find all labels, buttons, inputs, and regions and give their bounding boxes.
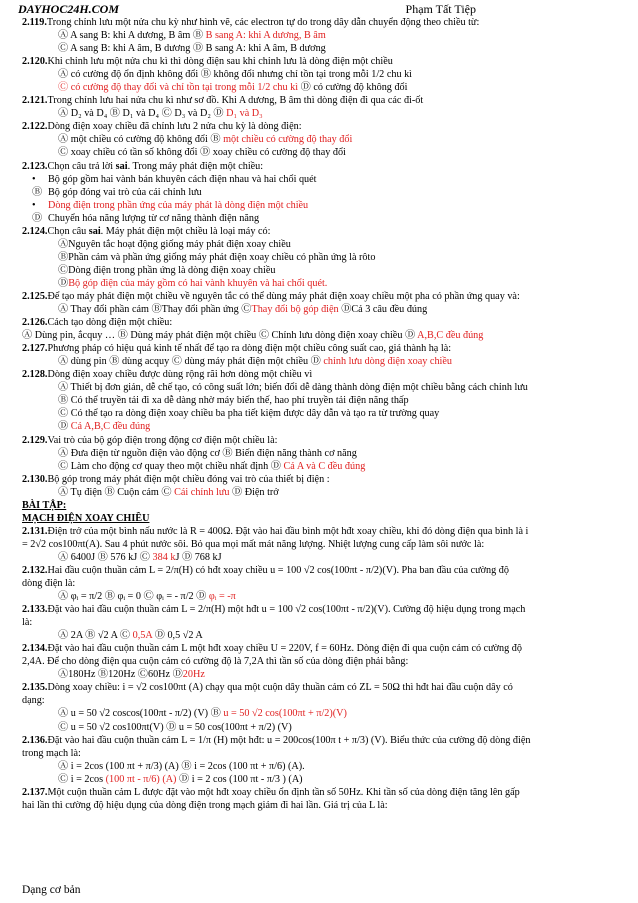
text-run: . Trong máy phát điện một chiều:	[127, 160, 264, 172]
text-run: ⒶNguyên tắc hoạt động giống máy phát điện xoay chiều	[58, 238, 291, 250]
text-line	[22, 734, 616, 747]
text-line	[22, 381, 616, 394]
text-run: Ⓒ i = 2cos	[58, 773, 106, 785]
page-footer: Dạng cơ bản	[22, 884, 81, 896]
text-run: J Ⓓ 768 kJ	[175, 551, 222, 563]
text-line	[22, 290, 616, 303]
text-run: 2.134.	[22, 643, 48, 655]
text-run: . Máy phát điện một chiều là loại máy có:	[100, 225, 271, 237]
text-line	[22, 681, 616, 694]
highlighted-answer: u = 50 √2 cos(100πt + π/2)(V)	[223, 708, 347, 720]
text-run: 2.131.	[22, 525, 48, 537]
text-run: BÀI TẬP:	[22, 499, 67, 511]
text-run: Ⓐ có cường độ ổn định không đổi Ⓑ không đổi nhưng chỉ tồn tại trong mỗi 1/2 chu kì	[58, 69, 413, 81]
text-run: Ⓐ Thiết bị đơn giản, dễ chế tạo, có công suất lớn; biến đổi dễ dàng thành dòng điện một chiều bằng cách chỉnh lưu	[58, 382, 528, 394]
text-run: trong mạch là:	[22, 747, 81, 759]
text-line	[22, 133, 616, 146]
text-run: 2.137.	[22, 786, 48, 798]
text-run: Đặt vào hai đầu cuộn thuần cảm L = 2/π(H) một hđt u = 100 √2 cos(100πt - π/2)(V). Cường độ hiệu dụng trong mạch	[47, 604, 526, 616]
text-line	[22, 342, 616, 355]
text-run: Trong chỉnh lưu một nửa chu kỳ như hình vẽ, các electron tự do trong dây dẫn chuyển động theo chiều từ:	[46, 17, 480, 28]
text-run: 2.121.	[22, 95, 48, 107]
text-run: 2.124.	[22, 225, 48, 237]
text-run: sai	[88, 225, 101, 237]
text-run: 2.123.	[22, 160, 48, 172]
text-run: 2.128.	[22, 369, 48, 381]
text-line	[22, 81, 616, 94]
text-line	[22, 68, 616, 81]
text-run: Ⓒ A sang B: khi A âm, B dương Ⓓ B sang A: khi A âm, B dương	[58, 43, 326, 55]
text-line	[22, 368, 616, 381]
text-line	[22, 642, 616, 655]
text-line	[22, 616, 616, 629]
bullet-marker: Ⓓ	[32, 212, 43, 224]
highlighted-answer: Thay đổi bộ góp điện	[251, 304, 339, 316]
highlighted-answer: Ⓒ có cường độ thay đổi và chỉ tồn tại trong mỗi 1/2 chu kì	[58, 82, 299, 94]
text-run: Ⓓ	[58, 421, 71, 433]
text-line	[22, 694, 616, 707]
text-line	[22, 629, 616, 642]
text-run: = 2√2 cos100πt(A). Sau 4 phút nước sôi. Bỏ qua mọi mất mát năng lượng. Nhiệt lượng cung cấp làm sôi nước là:	[22, 538, 485, 550]
text-run: 2.129.	[22, 434, 48, 446]
text-run: Ⓓ 0,5 √2 A	[152, 630, 203, 642]
text-run: 2,4A. Để cho dòng điện qua cuộn cảm có cường độ là 7,2A thì tần số của dòng điện phải bằng:	[22, 656, 409, 668]
text-run: Chuyển hóa năng lượng từ cơ năng thành điện năng	[48, 212, 260, 224]
text-line	[22, 420, 616, 433]
text-run: Chọn câu	[47, 225, 89, 237]
text-run: ⒹCả 3 câu đều đúng	[338, 304, 428, 316]
text-run: Dòng điện xoay chiều được dùng rộng rãi hơn dòng một chiều vì	[47, 369, 313, 381]
text-line	[22, 199, 616, 212]
text-run: 2.132.	[22, 564, 48, 576]
highlighted-answer: Cả A và C đều đúng	[283, 460, 366, 472]
text-run: Trong chỉnh lưu hai nửa chu kì như sơ đồ. Khi A dương, B âm thì dòng điện đi qua các đi-ốt	[47, 95, 424, 107]
text-line	[22, 186, 616, 199]
text-run: Ⓓ Điện trở	[229, 486, 279, 498]
text-run: 2.126.	[22, 317, 48, 329]
text-run: 2.136.	[22, 734, 48, 746]
text-line	[22, 525, 616, 538]
text-line	[22, 264, 616, 277]
text-line	[22, 329, 616, 342]
text-line	[22, 668, 616, 681]
text-line	[22, 94, 616, 107]
text-line	[22, 773, 616, 786]
text-run: Để tạo máy phát điện một chiều về nguyên tắc có thể dùng máy phát điện xoay chiều một pha có phần ứng quay và:	[47, 290, 520, 302]
text-line	[22, 564, 616, 577]
text-run: Ⓐ Đưa điện từ nguồn điện vào động cơ Ⓑ Biến điện năng thành cơ năng	[58, 447, 357, 459]
highlighted-answer: D₁ và D₃	[226, 108, 263, 120]
highlighted-answer: A,B,C đều đúng	[417, 330, 484, 342]
text-run: Đặt vào hai đầu cuộn thuần cảm L một hđt xoay chiều U = 220V, f = 60Hz. Dòng điện đi qua cuộn cảm có cường độ	[47, 643, 522, 655]
highlighted-answer: (100 πt - π/6) (A)	[105, 773, 177, 785]
text-run: Ⓐ Tụ điện Ⓑ Cuộn cảm Ⓒ	[58, 486, 175, 498]
text-run: Ⓐ Dùng pin, ắcquy … Ⓑ Dùng máy phát điện một chiều Ⓒ Chỉnh lưu dòng điện xoay chiều Ⓓ	[22, 330, 418, 342]
highlighted-answer: Bộ góp điện của máy gồm có hai vành khuyên và hai chổi quét.	[68, 277, 328, 289]
text-run: 2.120.	[22, 56, 48, 68]
highlighted-answer: φᵢ = -π	[208, 591, 236, 603]
text-line	[22, 212, 616, 225]
text-line	[22, 447, 616, 460]
text-line	[22, 42, 616, 55]
text-line	[22, 55, 616, 68]
text-line	[22, 107, 616, 120]
text-run: Ⓐ 2A Ⓑ √2 A Ⓒ	[58, 630, 133, 642]
text-line	[22, 707, 616, 720]
text-line	[22, 577, 616, 590]
text-line	[22, 603, 616, 616]
text-run: Bộ góp gồm hai vành bán khuyên cách điện nhau và hai chổi quét	[48, 173, 317, 185]
text-run: Ⓐ i = 2cos (100 πt + π/3) (A) Ⓑ i = 2cos (100 πt + π/6) (A).	[58, 760, 305, 772]
text-run: Ⓓ	[58, 277, 69, 289]
text-line	[22, 538, 616, 551]
text-run: Ⓐ A sang B: khi A dương, B âm Ⓑ	[58, 30, 206, 42]
text-line	[22, 225, 616, 238]
text-run: Ⓐ dùng pin Ⓑ dùng acquy Ⓒ dùng máy phát điện một chiều Ⓓ	[58, 356, 324, 368]
text-run: Cách tạo dòng điện một chiều:	[47, 317, 173, 329]
text-line	[22, 799, 616, 812]
text-run: Ⓒ u = 50 √2 cos100πt(V) Ⓓ u = 50 cos(100πt + π/2) (V)	[58, 721, 292, 733]
text-run: Chọn câu trả lời	[47, 160, 116, 172]
text-line	[22, 160, 616, 173]
section-heading	[22, 499, 616, 512]
text-run: Vai trò của bộ góp điện trong động cơ điện một chiều là:	[47, 434, 278, 446]
text-run: là:	[22, 617, 33, 629]
text-run: 2.130.	[22, 473, 48, 485]
text-line	[22, 251, 616, 264]
text-run: MẠCH ĐIỆN XOAY CHIỀU	[22, 512, 150, 524]
text-line	[22, 747, 616, 760]
text-run: Ⓐ 6400J Ⓑ 576 kJ Ⓒ	[58, 551, 153, 563]
page-header	[18, 2, 616, 16]
section-heading	[22, 512, 616, 525]
text-run: Một cuộn thuần cảm L được đặt vào một hđt xoay chiều ổn định tần số 50Hz. Khi tần số của dòng điện tăng lên gấp	[47, 786, 520, 798]
text-run: = 50Ω thì hđt hai đầu cuộn dây có	[371, 682, 513, 694]
text-line	[22, 277, 616, 290]
text-run: 2.127.	[22, 343, 48, 355]
text-line	[22, 486, 616, 499]
text-line	[22, 16, 616, 29]
text-run: sai	[115, 160, 128, 172]
text-run: Ⓒ Có thể tạo ra dòng điện xoay chiều ba pha tiết kiệm được dây dẫn và tạo ra từ trường quay	[58, 408, 440, 420]
text-run: Ⓒ xoay chiều có tần số không đổi Ⓓ xoay chiều có cường độ thay đổi	[58, 147, 346, 159]
text-line	[22, 238, 616, 251]
text-run: dòng điện là:	[22, 578, 76, 590]
text-run: Ⓓ có cường độ không đổi	[298, 82, 408, 94]
text-run: Khi chỉnh lưu một nửa chu kì thì dòng điện sau khi chỉnh lưu là dòng điện một chiều	[47, 56, 393, 68]
bullet-marker: •	[32, 199, 36, 211]
text-run: Dòng xoay chiều: i = √2 cos100πt (A) chạy qua một cuộn dây thuần cảm có Z	[47, 682, 366, 694]
text-run: Ⓓ i = 2 cos (100 πt - π/3 ) (A)	[176, 773, 303, 785]
text-run: Đặt vào hai đầu cuộn thuần cảm L = 1/π (H) một hđt: u = 200cos(100π t + π/3) (V). Biểu thức của cường độ dòng điện	[47, 734, 531, 746]
text-run: hai lần thì cường độ hiệu dụng của dòng điện trong mạch giảm đi hai lần. Giá trị của L là:	[22, 799, 388, 811]
text-run: Ⓒ Làm cho động cơ quay theo một chiều nhất định Ⓓ	[58, 460, 284, 472]
text-run: ⒸDòng điện trong phần ứng là dòng điện xoay chiều	[58, 264, 276, 276]
text-line	[22, 303, 616, 316]
text-run: Ⓐ φᵢ = π/2 Ⓑ φᵢ = 0 Ⓒ φᵢ = - π/2 Ⓓ	[58, 591, 209, 603]
highlighted-answer: 0,5A	[132, 630, 153, 642]
text-line	[22, 355, 616, 368]
text-run: Bộ góp đóng vai trò của cái chỉnh lưu	[48, 186, 202, 198]
text-run: L	[365, 682, 372, 694]
text-run: ⒷPhần cảm và phần ứng giống máy phát điện xoay chiều có phần ứng là rôto	[58, 251, 376, 263]
text-line	[22, 120, 616, 133]
text-run: Hai đầu cuộn thuần cảm L = 2/π(H) có hđt xoay chiều u = 100 √2 cos(100πt - π/2)(V). Pha ban đầu của cường độ	[47, 564, 509, 576]
text-line	[22, 760, 616, 773]
text-line	[22, 173, 616, 186]
text-line	[22, 721, 616, 734]
text-run: Dòng điện xoay chiều đã chỉnh lưu 2 nửa chu kỳ là dòng điện:	[47, 121, 302, 133]
text-run: 2.135.	[22, 682, 48, 694]
highlighted-answer: B sang A: khi A dương, B âm	[205, 30, 326, 42]
text-run: Phương pháp có hiệu quả kinh tế nhất để tạo ra dòng điện một chiều công suất cao, giá thành hạ là:	[47, 343, 452, 355]
author-name: Phạm Tất Tiệp	[405, 2, 476, 16]
site-brand: DAYHOC24H.COM	[18, 2, 120, 16]
highlighted-answer: Dòng điện trong phần ứng của máy phát là dòng điện một chiều	[48, 199, 309, 211]
text-run: 2.119.	[22, 17, 47, 28]
bullet-marker: Ⓑ	[32, 186, 43, 198]
text-line	[22, 460, 616, 473]
text-line	[22, 29, 616, 42]
highlighted-answer: chỉnh lưu dòng điện xoay chiều	[323, 356, 452, 368]
text-run: Ⓑ Có thể truyền tải đi xa dễ dàng nhờ máy biến thế, hao phí truyền tải điện năng thấp	[58, 395, 409, 407]
bullet-marker: •	[32, 173, 36, 185]
text-run: Ⓐ u = 50 √2 coscos(100πt - π/2) (V) Ⓑ	[58, 708, 224, 720]
text-run: 2.133.	[22, 604, 48, 616]
highlighted-answer: một chiều có cường độ thay đổi	[223, 134, 353, 146]
highlighted-answer: Cả A,B,C đều đúng	[70, 421, 151, 433]
text-run: dạng:	[22, 695, 45, 707]
question-list	[22, 16, 616, 812]
text-line	[22, 473, 616, 486]
text-line	[22, 655, 616, 668]
text-line	[22, 394, 616, 407]
text-run: Điện trở của một bình nấu nước là R = 400Ω. Đặt vào hai đầu bình một hđt xoay chiều, khi đó dòng điện qua bình là i	[47, 525, 529, 537]
text-line	[22, 434, 616, 447]
text-run: 2.125.	[22, 290, 48, 302]
text-run: Ⓐ một chiều có cường độ không đổi Ⓑ	[58, 134, 224, 146]
highlighted-answer: Cái chỉnh lưu	[174, 486, 230, 498]
text-run: Bộ góp trong máy phát điện một chiều đóng vai trò của thiết bị điện :	[47, 473, 330, 485]
highlighted-answer: 20Hz	[182, 669, 205, 681]
text-line	[22, 407, 616, 420]
text-line	[22, 590, 616, 603]
text-run: Ⓐ Thay đổi phần cảm ⒷThay đổi phần ứng Ⓒ	[58, 304, 252, 316]
text-line	[22, 146, 616, 159]
text-line	[22, 316, 616, 329]
text-run: Ⓐ D₂ và D₄ Ⓑ D₁ và D₄ Ⓒ D₃ và D₂ Ⓓ	[58, 108, 227, 120]
highlighted-answer: 384 k	[152, 551, 176, 563]
text-run: 2.122.	[22, 121, 48, 133]
text-run: Ⓐ180Hz Ⓑ120Hz Ⓒ60Hz Ⓓ	[58, 669, 183, 681]
text-line	[22, 786, 616, 799]
text-line	[22, 551, 616, 564]
